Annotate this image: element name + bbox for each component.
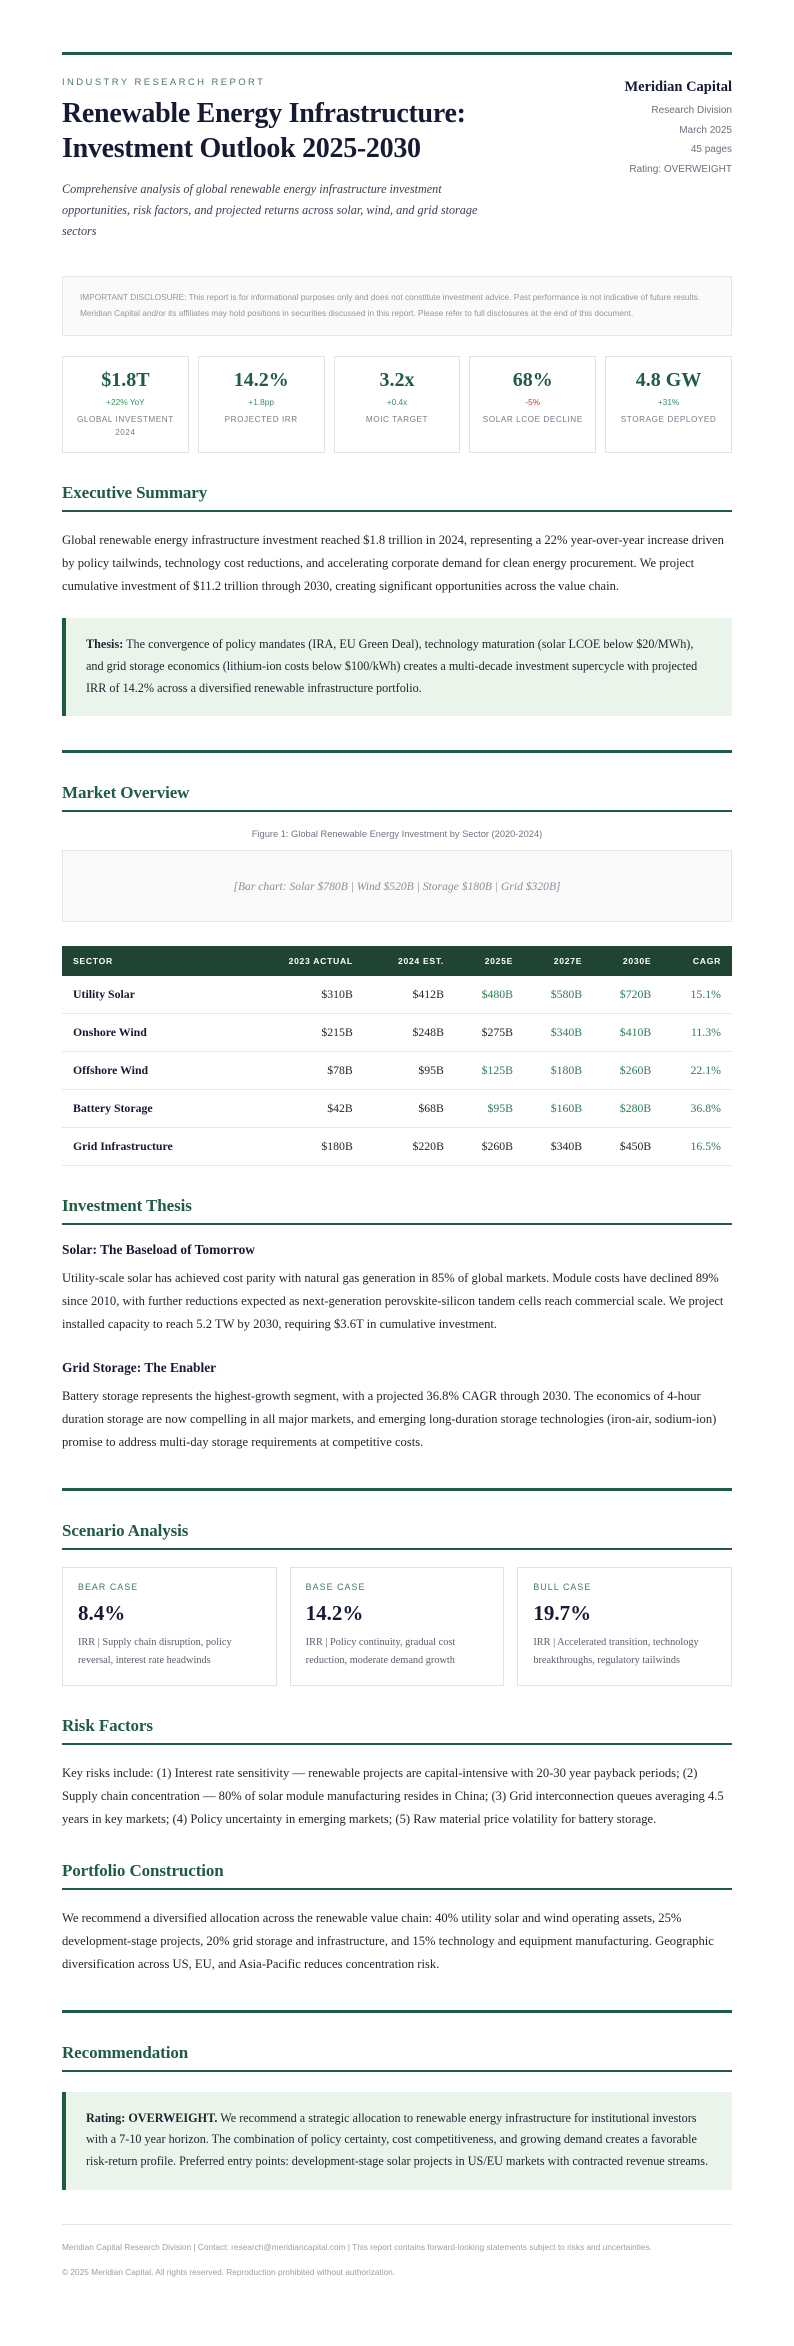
table-body (62, 976, 732, 1166)
header-left-block (62, 77, 600, 242)
cell-sector: Utility Solar (62, 976, 241, 1014)
cell-2030: $280B (589, 1090, 658, 1128)
cell-2027: $180B (520, 1052, 589, 1090)
section-heading: Market Overview (62, 783, 190, 803)
section-scenario-analysis (62, 1521, 732, 1687)
cell-cagr: 22.1% (658, 1052, 732, 1090)
section-heading: Executive Summary (62, 483, 208, 503)
section-underline (62, 810, 732, 812)
stat-value: 68% (512, 369, 553, 392)
section-recommendation (62, 2043, 732, 2190)
section-divider (62, 2010, 732, 2013)
recommendation-rating-label: Rating: OVERWEIGHT. (86, 2110, 218, 2125)
subsection-heading: Grid Storage: The Enabler (62, 1360, 217, 1376)
subsection-paragraph: Battery storage represents the highest-growth segment, with a projected 36.8% CAGR through 2030. The economics of 4-hour duration storage are now compelling in all major markets, and emerging long-duration storage technologies (iron-air, sodium-ion) promise to address multi-day storage requirements at competitive costs. (62, 1389, 717, 1449)
column-header-2025e: 2025E (451, 946, 520, 976)
cell-2025: $125B (451, 1052, 520, 1090)
subsection-heading: Solar: The Baseload of Tomorrow (62, 1242, 255, 1258)
report-date: March 2025 (679, 124, 732, 136)
section-underline (62, 1743, 732, 1745)
stat-value: 14.2% (233, 369, 289, 392)
cell-2030: $450B (589, 1128, 658, 1166)
section-executive-summary (62, 483, 732, 716)
cell-2023: $215B (241, 1014, 360, 1052)
cell-cagr: 11.3% (658, 1014, 732, 1052)
cell-2024: $412B (360, 976, 451, 1014)
section-heading: Recommendation (62, 2042, 189, 2062)
cell-2025: $480B (451, 976, 520, 1014)
cell-2030: $720B (589, 976, 658, 1014)
section-heading: Risk Factors (62, 1716, 153, 1736)
column-header-2023-actual: 2023 ACTUAL (241, 946, 360, 976)
recommendation-body: We recommend a strategic allocation to renewable energy infrastructure for institutional investors with a 7-10 year horizon. The combination of policy certainty, cost competitiveness, and growing demand creates a favorable risk-return profile. Preferred entry points: development-stage solar projects in US/EU markets with contracted revenue streams. (86, 2110, 709, 2169)
chart-placeholder-text: [Bar chart: Solar $780B | Wind $520B | Storage $180B | Grid $320B] (233, 879, 561, 893)
thesis-label: Thesis: (86, 637, 124, 652)
key-metrics-row (62, 356, 732, 453)
thesis-body: The convergence of policy mandates (IRA, EU Green Deal), technology maturation (solar LCOE below $20/MWh), and grid storage economics (lithium-ion costs below $100/kWh) creates a multi-decade investment supercycle with projected IRR of 14.2% across a diversified renewable infrastructure portfolio. (86, 637, 698, 695)
stat-delta: +22% YoY (106, 397, 145, 408)
firm-name: Meridian Capital (624, 79, 732, 95)
section-underline (62, 1548, 732, 1550)
column-header-sector: SECTOR (62, 946, 241, 976)
cell-2025: $260B (451, 1128, 520, 1166)
stat-label: MOIC TARGET (365, 415, 429, 425)
section-underline (62, 2070, 732, 2072)
stat-value: 4.8 GW (635, 369, 702, 392)
table-row (62, 1052, 732, 1090)
risk-factors-paragraph: Key risks include: (1) Interest rate sensitivity — renewable projects are capital-intensive with 20-30 year payback periods; (2) Supply chain concentration — 80% of solar module manufacturing resides in China; (3) Grid interconnection queues averaging 4.5 years in key markets; (4) Policy uncertainty in emerging markets; (5) Raw material price volatility for battery storage. (62, 1766, 724, 1827)
section-risk-factors (62, 1716, 732, 1831)
section-heading: Portfolio Construction (62, 1861, 224, 1881)
cell-2023: $42B (241, 1090, 360, 1128)
cell-2024: $68B (360, 1090, 451, 1128)
portfolio-construction-paragraph: We recommend a diversified allocation across the renewable value chain: 40% utility solar and wind operating assets, 25% development-stage projects, 20% grid storage and infrastructure, and 15% technology and equipment manufacturing. Geographic diversification across US, EU, and Asia-Pacific reduces concentration risk. (62, 1911, 714, 1971)
cell-2023: $180B (241, 1128, 360, 1166)
cell-cagr: 16.5% (658, 1128, 732, 1166)
stat-value: 3.2x (379, 369, 415, 392)
cell-sector: Battery Storage (62, 1090, 241, 1128)
column-header-2027e: 2027E (520, 946, 589, 976)
section-market-overview (62, 783, 732, 1166)
cell-cagr: 36.8% (658, 1090, 732, 1128)
footer-copyright-line: © 2025 Meridian Capital. All rights reserved. Reproduction prohibited without authorization. (62, 2267, 396, 2278)
top-accent-rule (62, 52, 732, 55)
report-page-count: 45 pages (690, 144, 732, 155)
column-header-2024-est: 2024 EST. (360, 946, 451, 976)
recommendation-callout (62, 2092, 732, 2190)
disclosure-text: IMPORTANT DISCLOSURE: This report is for informational purposes only and does not constitute investment advice. Past performance is not indicative of future results. Meridian Capital and/or its affiliates may hold positions in securities discussed in this report. Please refer to full disclosures at the end of this document. (80, 292, 701, 318)
subsection-paragraph: Utility-scale solar has achieved cost parity with natural gas generation in 85% of global markets. Module costs have declined 89% since 2010, with further reductions expected as next-generation perovskite-silicon tandem cells reach commercial scale. We project installed capacity to reach 5.2 TW by 2030, requiring $3.6T in cumulative investment. (62, 1271, 724, 1332)
column-header-cagr: CAGR (658, 946, 732, 976)
stat-card (605, 356, 732, 453)
table-row (62, 1090, 732, 1128)
disclosure-box (62, 276, 732, 336)
section-investment-thesis (62, 1196, 732, 1453)
stat-delta: +31% (657, 397, 680, 408)
cell-2023: $310B (241, 976, 360, 1014)
thesis-block-solar (62, 1242, 732, 1336)
stat-label: STORAGE DEPLOYED (620, 415, 717, 425)
scenario-label: BASE CASE (305, 1581, 366, 1592)
section-divider (62, 1488, 732, 1491)
page-title: Renewable Energy Infrastructure: Investment Outlook 2025-2030 (62, 98, 466, 164)
section-heading: Investment Thesis (62, 1196, 192, 1216)
cell-2024: $248B (360, 1014, 451, 1052)
cell-2024: $95B (360, 1052, 451, 1090)
cell-2025: $95B (451, 1090, 520, 1128)
section-underline (62, 1888, 732, 1890)
recommendation-callout-text (86, 2108, 712, 2173)
scenario-description: IRR | Supply chain disruption, policy reversal, interest rate headwinds (78, 1636, 232, 1666)
cell-2024: $220B (360, 1128, 451, 1166)
stat-card (62, 356, 189, 453)
cell-2027: $580B (520, 976, 589, 1014)
stat-card (469, 356, 596, 453)
scenario-label: BEAR CASE (78, 1581, 139, 1592)
table-row (62, 1014, 732, 1052)
footer-contact-line: Meridian Capital Research Division | Contact: research@meridiancapital.com | This report contains forward-looking statements subject to risks and uncertainties. (62, 2241, 652, 2252)
cell-sector: Grid Infrastructure (62, 1128, 241, 1166)
thesis-callout-text (86, 634, 712, 699)
cell-2027: $340B (520, 1128, 589, 1166)
scenario-card-bull (517, 1567, 732, 1687)
cell-2023: $78B (241, 1052, 360, 1090)
header-meta-block (624, 77, 732, 179)
scenario-label: BULL CASE (533, 1581, 592, 1592)
bar-chart-placeholder (62, 850, 732, 922)
scenario-card-bear (62, 1567, 277, 1687)
stat-delta: +1.8pp (248, 397, 274, 408)
cell-2025: $275B (451, 1014, 520, 1052)
stat-card (198, 356, 325, 453)
report-footer (62, 2224, 732, 2280)
thesis-block-grid-storage (62, 1360, 732, 1454)
cell-sector: Onshore Wind (62, 1014, 241, 1052)
report-category-eyebrow: INDUSTRY RESEARCH REPORT (62, 77, 266, 88)
scenario-description: IRR | Policy continuity, gradual cost reduction, moderate demand growth (305, 1636, 456, 1666)
sector-forecast-table (62, 946, 732, 1166)
cell-2030: $410B (589, 1014, 658, 1052)
figure-caption: Figure 1: Global Renewable Energy Investment by Sector (2020-2024) (251, 829, 543, 840)
cell-2027: $340B (520, 1014, 589, 1052)
section-divider (62, 750, 732, 753)
section-heading: Scenario Analysis (62, 1520, 189, 1540)
stat-label: PROJECTED IRR (224, 415, 298, 425)
stat-delta: +0.4x (386, 397, 408, 408)
stat-delta: -5% (525, 397, 541, 408)
section-portfolio-construction (62, 1861, 732, 1976)
scenario-card-row (62, 1567, 732, 1687)
table-row (62, 976, 732, 1014)
cell-2030: $260B (589, 1052, 658, 1090)
table-header-row (62, 946, 732, 976)
report-subtitle: Comprehensive analysis of global renewable energy infrastructure investment opportunities, risk factors, and projected returns across solar, wind, and grid storage sectors (62, 182, 478, 239)
scenario-value: 14.2% (305, 1600, 364, 1625)
executive-summary-paragraph: Global renewable energy infrastructure investment reached $1.8 trillion in 2024, representing a 22% year-over-year increase driven by policy tailwinds, technology cost reductions, and accelerating corporate demand for clean energy procurement. We project cumulative investment of $11.2 trillion through 2030, creating significant opportunities across the value chain. (62, 533, 724, 594)
firm-division: Research Division (651, 105, 732, 116)
scenario-value: 19.7% (533, 1600, 592, 1625)
stat-value: $1.8T (101, 369, 150, 392)
report-header (62, 77, 732, 242)
scenario-card-base (290, 1567, 505, 1687)
section-underline (62, 510, 732, 512)
section-underline (62, 1223, 732, 1225)
column-header-2030e: 2030E (589, 946, 658, 976)
table-header (62, 946, 732, 976)
scenario-description: IRR | Accelerated transition, technology breakthroughs, regulatory tailwinds (533, 1636, 699, 1666)
stat-label: SOLAR LCOE DECLINE (482, 415, 583, 425)
cell-cagr: 15.1% (658, 976, 732, 1014)
table-row (62, 1128, 732, 1166)
stat-label: GLOBAL INVESTMENT 2024 (76, 415, 174, 437)
thesis-callout (62, 618, 732, 716)
cell-sector: Offshore Wind (62, 1052, 241, 1090)
scenario-value: 8.4% (78, 1600, 126, 1625)
cell-2027: $160B (520, 1090, 589, 1128)
stat-card (334, 356, 461, 453)
report-rating: Rating: OVERWEIGHT (629, 163, 732, 175)
